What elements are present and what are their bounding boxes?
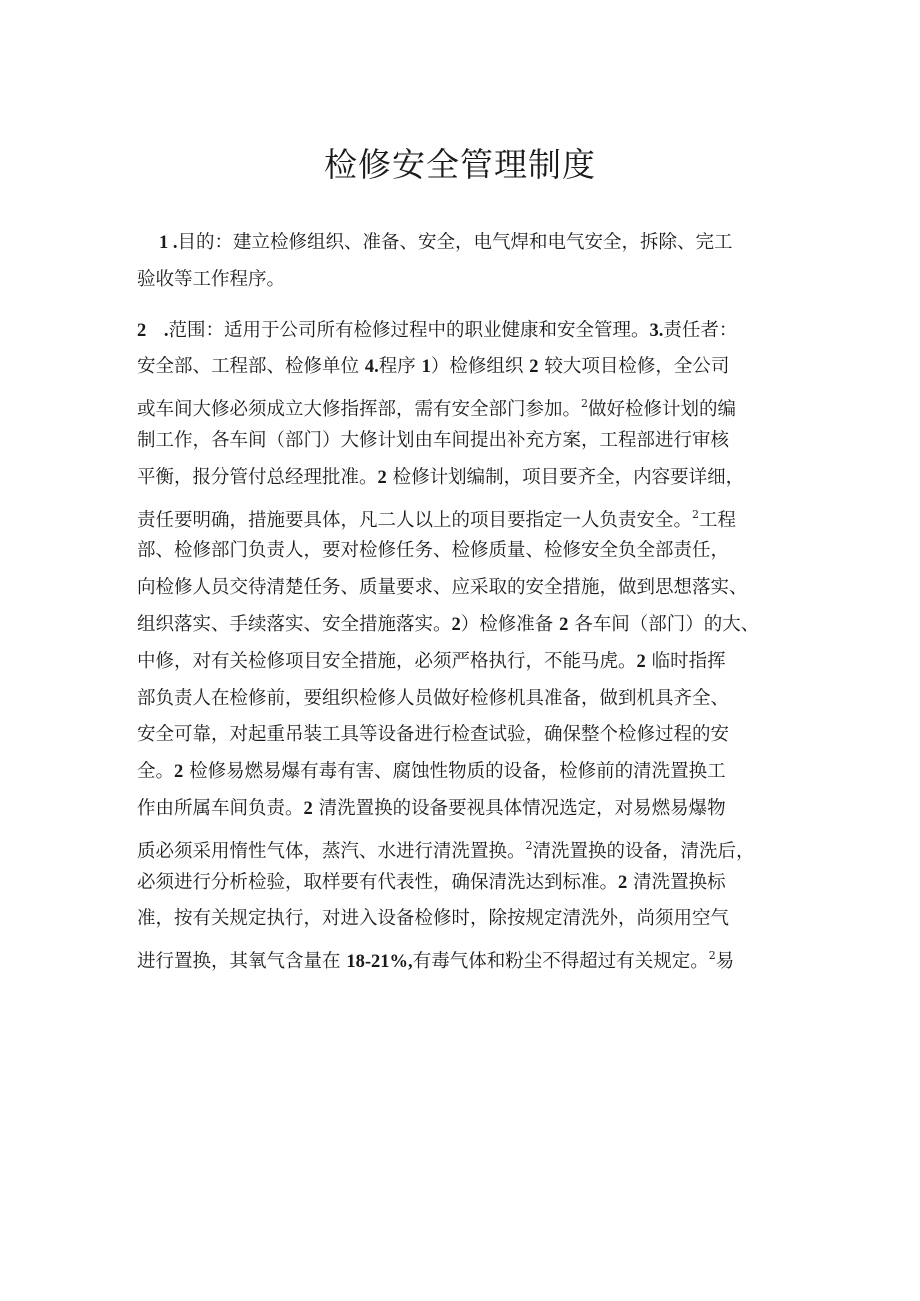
bold-number: 1 . [159,233,178,253]
text-line [137,828,805,865]
paragraph-gap [137,299,805,313]
bold-number: 2 [618,872,628,893]
bold-number: 2 [137,320,147,341]
text-run: 责任要明确，措施要具体，凡二人以上的项目要指定一人负责安全。 [137,509,693,531]
text-line [137,460,805,497]
text-run: 准，按有关规定执行，对进入设备检修时，除按规定清洗外，尚须用空气 [137,908,730,930]
text-line [137,607,805,644]
text-run: 清洗置换的设备要视具体情况选定，对易燃易爆物 [312,797,726,819]
bold-number: 3. [649,320,664,341]
text-run: 程序 [378,356,422,378]
bold-number: . [163,320,169,341]
bold-number: 2 [377,467,387,488]
bold-number: 2 [636,651,646,672]
text-run: 安全部、工程部、检修单位 [137,356,365,378]
text-run [146,320,164,341]
text-run: ）检修组织 [430,356,530,378]
text-run: 清洗置换标 [627,871,726,893]
text-line [137,681,805,718]
text-run: 全。 [137,761,175,783]
bold-number: 18-21%, [346,952,413,973]
text-line [137,938,805,975]
text-run: 部负责人在检修前，要组织检修人员做好检修机具准备，做到机具齐全、 [137,687,730,709]
text-run: 组织落实、手续落实、安全措施落实。 [137,613,452,635]
text-run: 制工作，各车间（部门）大修计划由车间提出补充方案，工程部进行审核 [137,429,730,451]
text-run: 工程 [699,509,737,531]
superscript-marker: 2 [525,838,533,852]
bold-number: 1 [421,357,431,378]
text-run: 质必须采用惰性气体，蒸汽、水进行清洗置换。 [137,840,526,862]
text-run: 范围：适用于公司所有检修过程中的职业健康和安全管理。 [168,319,650,341]
text-line [137,225,805,262]
text-run: 临时指挥 [645,650,726,672]
text-run: 部、检修部门负责人，要对检修任务、检修质量、检修安全负全部责任， [137,540,730,562]
text-line [137,570,805,607]
text-run: 较大项目检修，全公司 [538,356,730,378]
document-body [137,225,805,975]
text-run: 检修计划编制，项目要齐全，内容要详细， [386,466,745,488]
text-line [137,791,805,828]
text-run: 各车间（部门）的大、 [568,613,760,635]
text-line [137,717,805,754]
text-line [137,865,805,902]
text-run: 清洗置换的设备，清洗后， [532,840,755,862]
text-run: 作由所属车间负责。 [137,797,304,819]
text-run: 做好检修计划的编 [588,399,737,421]
text-run: 安全可靠，对起重吊装工具等设备进行检查试验，确保整个检修过程的安 [137,724,730,746]
bold-number: 2 [303,798,313,819]
superscript-marker: 2 [581,397,589,411]
text-line [137,386,805,423]
superscript-marker: 2 [708,949,716,963]
text-run: 目的：建立检修组织、准备、安全，电气焊和电气安全，拆除、完工 [177,232,733,253]
document-title: 检修安全管理制度 [324,145,596,184]
text-line [137,262,805,299]
text-run: 必须进行分析检验，取样要有代表性，确保清洗达到标准。 [137,871,619,893]
text-line [137,754,805,791]
bold-number: 4. [364,357,379,378]
text-line [137,644,805,681]
bold-number: 2 [559,614,569,635]
text-line [137,497,805,534]
text-run: 中修，对有关检修项目安全措施，必须严格执行，不能马虎。 [137,650,637,672]
bold-number: 2 [174,762,184,783]
text-run: 向检修人员交待清楚任务、质量要求、应采取的安全措施，做到思想落实、 [137,577,748,599]
text-run: 检修易燃易爆有毒有害、腐蚀性物质的设备，检修前的清洗置换工 [183,761,726,783]
text-line [137,349,805,386]
superscript-marker: 2 [692,507,700,521]
bold-number: 2 [529,357,539,378]
text-run: 有毒气体和粉尘不得超过有关规定。 [412,951,709,973]
text-line [137,533,805,570]
text-run: 或车间大修必须成立大修指挥部，需有安全部门参加。 [137,399,582,421]
text-run: 验收等工作程序。 [137,268,286,290]
text-line [137,423,805,460]
text-run: ）检修准备 [460,613,560,635]
bold-number: 2 [451,614,461,635]
text-run: 易 [715,951,735,973]
text-line [137,901,805,938]
text-run: 平衡，报分管付总经理批准。 [137,466,378,488]
text-run: 进行置换，其氧气含量在 [137,951,347,973]
text-run: 责任者： [663,319,738,341]
text-line [137,313,805,350]
